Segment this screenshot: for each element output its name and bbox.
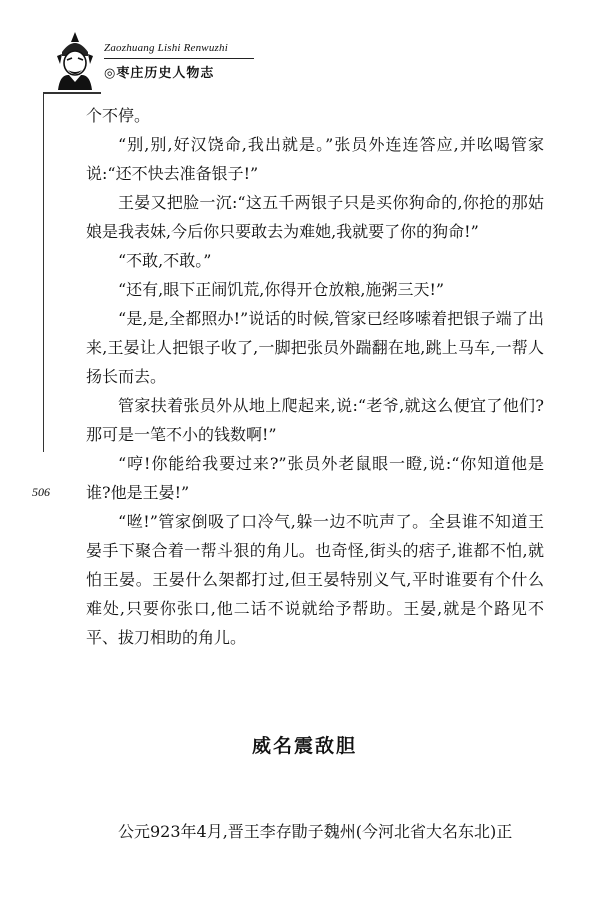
paragraph: 个不停。 bbox=[86, 106, 151, 125]
paragraph: “不敢,不敢。” bbox=[118, 251, 212, 270]
final-text bbox=[86, 817, 544, 846]
section-title: 威名震敌胆 bbox=[251, 735, 357, 757]
paragraph: “哼!你能给我要过来?”张员外老鼠眼一瞪,说:“你知道他是谁?他是王晏!” bbox=[86, 454, 544, 502]
series-title-english: Zaozhuang Lishi Renwuzhi bbox=[104, 42, 228, 54]
warrior-portrait-logo bbox=[52, 30, 98, 92]
paragraph: 公元923年4月,晋王李存勖子魏州(今河北省大名东北)正 bbox=[118, 822, 513, 841]
body-text bbox=[86, 101, 544, 652]
series-title-chinese: ◎枣庄历史人物志 bbox=[104, 66, 215, 81]
margin-rule-top bbox=[43, 92, 101, 94]
paragraph: 王晏又把脸一沉:“这五千两银子只是买你狗命的,你抢的那姑娘是我表妹,今后你只要敢去为难她,我就要了你的狗命!” bbox=[86, 193, 544, 241]
page-number: 506 bbox=[32, 485, 50, 499]
margin-rule bbox=[43, 92, 44, 452]
paragraph: “是,是,全都照办!”说话的时候,管家已经哆嗦着把银子端了出来,王晏让人把银子收了,一脚把张员外踹翻在地,跳上马车,一帮人扬长而去。 bbox=[86, 309, 544, 386]
header-rule bbox=[104, 58, 254, 59]
paragraph: “还有,眼下正闹饥荒,你得开仓放粮,施粥三天!” bbox=[118, 280, 445, 299]
paragraph: 管家扶着张员外从地上爬起来,说:“老爷,就这么便宜了他们?那可是一笔不小的钱数啊!” bbox=[86, 396, 544, 444]
paragraph: “咝!”管家倒吸了口冷气,躲一边不吭声了。全县谁不知道王晏手下聚合着一帮斗狠的角儿。也奇怪,街头的痞子,谁都不怕,就怕王晏。王晏什么架都打过,但王晏特别义气,平时谁要有个什么难处,只要你张口,他二话不说就给予帮助。王晏,就是个路见不平、拔刀相助的角儿。 bbox=[86, 512, 544, 647]
paragraph: “别,别,好汉饶命,我出就是。”张员外连连答应,并吆喝管家说:“还不快去准备银子!” bbox=[86, 135, 544, 183]
